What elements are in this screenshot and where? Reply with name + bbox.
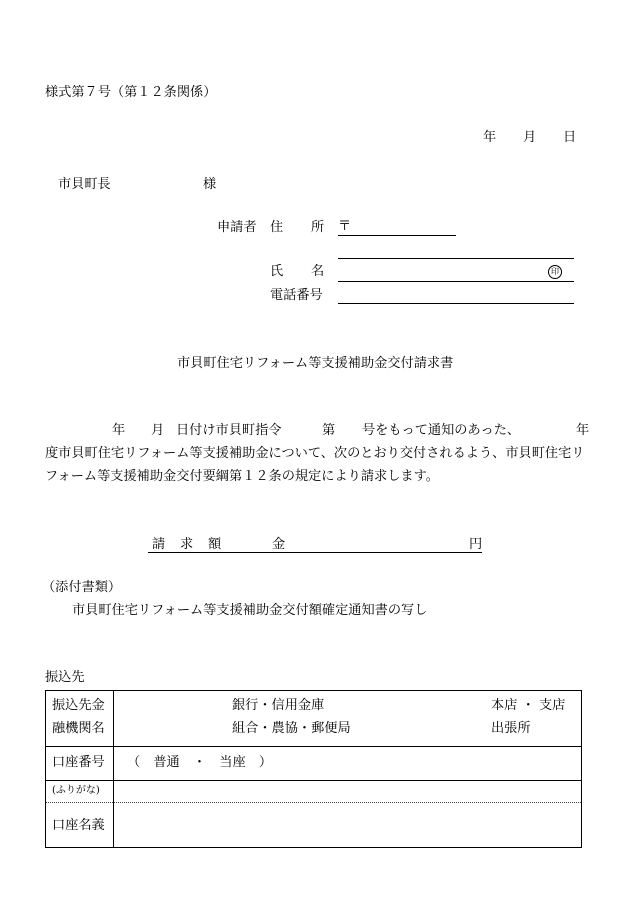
body-line1-number-prefix: 第 — [322, 423, 336, 438]
addressee-honorific: 様 — [203, 177, 217, 192]
name-label-1: 氏 — [270, 264, 284, 279]
institution-types-2: 組合・農協・郵便局 — [232, 721, 351, 736]
account-name-label: 口座名義 — [52, 818, 105, 833]
claim-currency-prefix: 金 — [272, 537, 286, 552]
phone-label: 電話番号 — [270, 288, 323, 303]
phone-blank — [338, 303, 574, 304]
body-line1-year: 年 — [112, 423, 126, 438]
date-year-label: 年 — [483, 130, 497, 145]
account-type-options: （ 普通 ・ 当座 ） — [127, 755, 273, 770]
address-blank — [338, 258, 574, 259]
institution-label-2: 融機関名 — [52, 721, 105, 736]
claim-unit: 円 — [469, 537, 483, 552]
address-label-1: 住 — [270, 220, 284, 235]
body-line1-fiscal-year: 年 — [576, 423, 590, 438]
account-number-label: 口座番号 — [52, 755, 105, 770]
claim-amount-blank — [148, 552, 482, 553]
bank-transfer-heading: 振込先 — [45, 670, 85, 685]
name-label-2: 名 — [311, 264, 325, 279]
postal-mark: 〒 — [338, 219, 352, 234]
bank-transfer-table — [45, 690, 582, 848]
claim-label-3: 額 — [208, 537, 222, 552]
attachments-heading: （添付書類） — [42, 580, 122, 595]
applicant-label: 申請者 — [217, 220, 257, 235]
date-month-label: 月 — [523, 130, 537, 145]
claim-label-1: 請 — [152, 537, 166, 552]
addressee-name: 市貝町長 — [58, 177, 111, 192]
furigana-dotted-divider — [46, 802, 581, 803]
claim-label-2: 求 — [180, 537, 194, 552]
table-row-divider — [46, 746, 581, 747]
institution-types-1: 銀行・信用金庫 — [232, 698, 325, 713]
body-line1-month: 月 — [151, 423, 165, 438]
body-line1-directive: 日付け市貝町指令 — [176, 423, 282, 438]
attachment-item: 市貝町住宅リフォーム等支援補助金交付額確定通知書の写し — [72, 603, 428, 618]
furigana-label: (ふりがな) — [52, 785, 100, 796]
branch-types-1: 本店 ・ 支店 — [491, 698, 566, 713]
table-row-divider — [46, 780, 581, 781]
table-column-divider — [113, 691, 114, 847]
form-number: 様式第７号（第１２条関係） — [45, 85, 217, 100]
date-day-label: 日 — [563, 130, 577, 145]
body-line1-notice: 号をもって通知のあった、 — [362, 423, 521, 438]
postal-code-blank — [338, 235, 456, 236]
seal-mark: 印 — [548, 265, 562, 279]
branch-types-2: 出張所 — [491, 721, 531, 736]
institution-label-1: 振込先金 — [52, 698, 105, 713]
name-blank — [338, 281, 574, 282]
document-title: 市貝町住宅リフォーム等支援補助金交付請求書 — [177, 356, 454, 371]
address-label-2: 所 — [311, 220, 325, 235]
body-line3: フォーム等支援補助金交付要綱第１２条の規定により請求します。 — [45, 469, 439, 484]
body-line2: 度市貝町住宅リフォーム等支援補助金について、次のとおり交付されるよう、市貝町住宅リ — [45, 446, 585, 461]
